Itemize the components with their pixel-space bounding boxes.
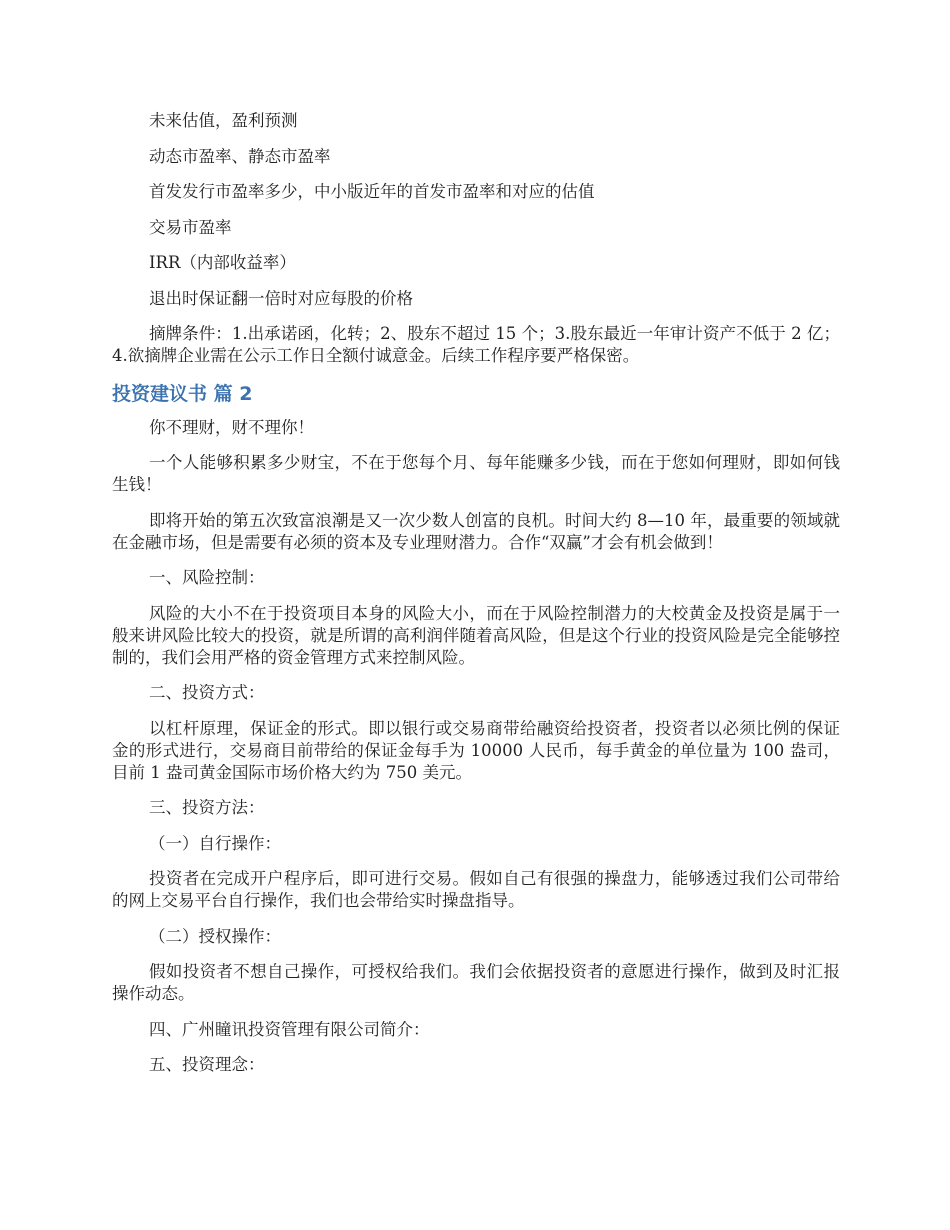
subheading-company-intro: 四、广州瞳讯投资管理有限公司简介： <box>149 1019 430 1039</box>
section-heading-number: 篇 2 <box>213 382 253 405</box>
paragraph: 退出时保证翻一倍时对应每股的价格 <box>149 288 413 308</box>
section-heading-title: 投资建议书 <box>112 382 208 405</box>
subheading-authorized-operation: （二）授权操作： <box>149 926 281 946</box>
subheading-investment-method: 三、投资方法： <box>149 798 265 817</box>
paragraph: IRR（内部收益率） <box>149 253 296 272</box>
paragraph: 以杠杆原理，保证金的形式。即以银行或交易商带给融资给投资者，投资者以必须比例的保证金的形式进行，交易商目前带给的保证金每手为 10000 人民币，每手黄金的单位量为 100 盎司，目前 1 盎司黄金国际市场价格大约为 750 美元。 <box>112 718 840 782</box>
paragraph: 一个人能够积累多少财宝，不在于您每个月、每年能赚多少钱，而在于您如何理财，即如何钱生钱！ <box>112 453 840 494</box>
paragraph: 交易市盈率 <box>149 217 232 237</box>
paragraph: 摘牌条件：1.出承诺函，化转；2、股东不超过 15 个；3.股东最近一年审计资产不低于 2 亿；4.欲摘牌企业需在公示工作日全额付诚意金。后续工作程序要严格保密。 <box>112 324 840 365</box>
paragraph: 即将开始的第五次致富浪潮是又一次少数人创富的良机。时间大约 8—10 年，最重要的领域就在金融市场，但是需要有必须的资本及专业理财潜力。合作“双赢”才会有机会做到！ <box>112 510 840 552</box>
document-body <box>112 110 840 1090</box>
section-heading <box>112 381 840 407</box>
paragraph: 假如投资者不想自己操作，可授权给我们。我们会依据投资者的意愿进行操作，做到及时汇报操作动态。 <box>112 962 840 1003</box>
subheading-self-operation: （一）自行操作： <box>149 833 281 853</box>
paragraph: 动态市盈率、静态市盈率 <box>149 146 331 166</box>
paragraph: 投资者在完成开户程序后，即可进行交易。假如自己有很强的操盘力，能够透过我们公司带给的网上交易平台自行操作，我们也会带给实时操盘指导。 <box>112 869 840 910</box>
subheading-risk-control: 一、风险控制： <box>149 568 265 587</box>
paragraph: 你不理财，财不理你！ <box>149 417 314 437</box>
paragraph: 风险的大小不在于投资项目本身的风险大小，而在于风险控制潜力的大校黄金及投资是属于一般来讲风险比较大的投资，就是所谓的高利润伴随着高风险，但是这个行业的投资风险是完全能够控制的，我们会用严格的资金管理方式来控制风险。 <box>112 603 840 667</box>
paragraph: 未来估值，盈利预测 <box>149 111 298 130</box>
paragraph: 首发发行市盈率多少，中小版近年的首发市盈率和对应的估值 <box>149 182 595 201</box>
subheading-investment-philosophy: 五、投资理念： <box>149 1055 265 1074</box>
subheading-investment-mode: 二、投资方式： <box>149 683 265 702</box>
